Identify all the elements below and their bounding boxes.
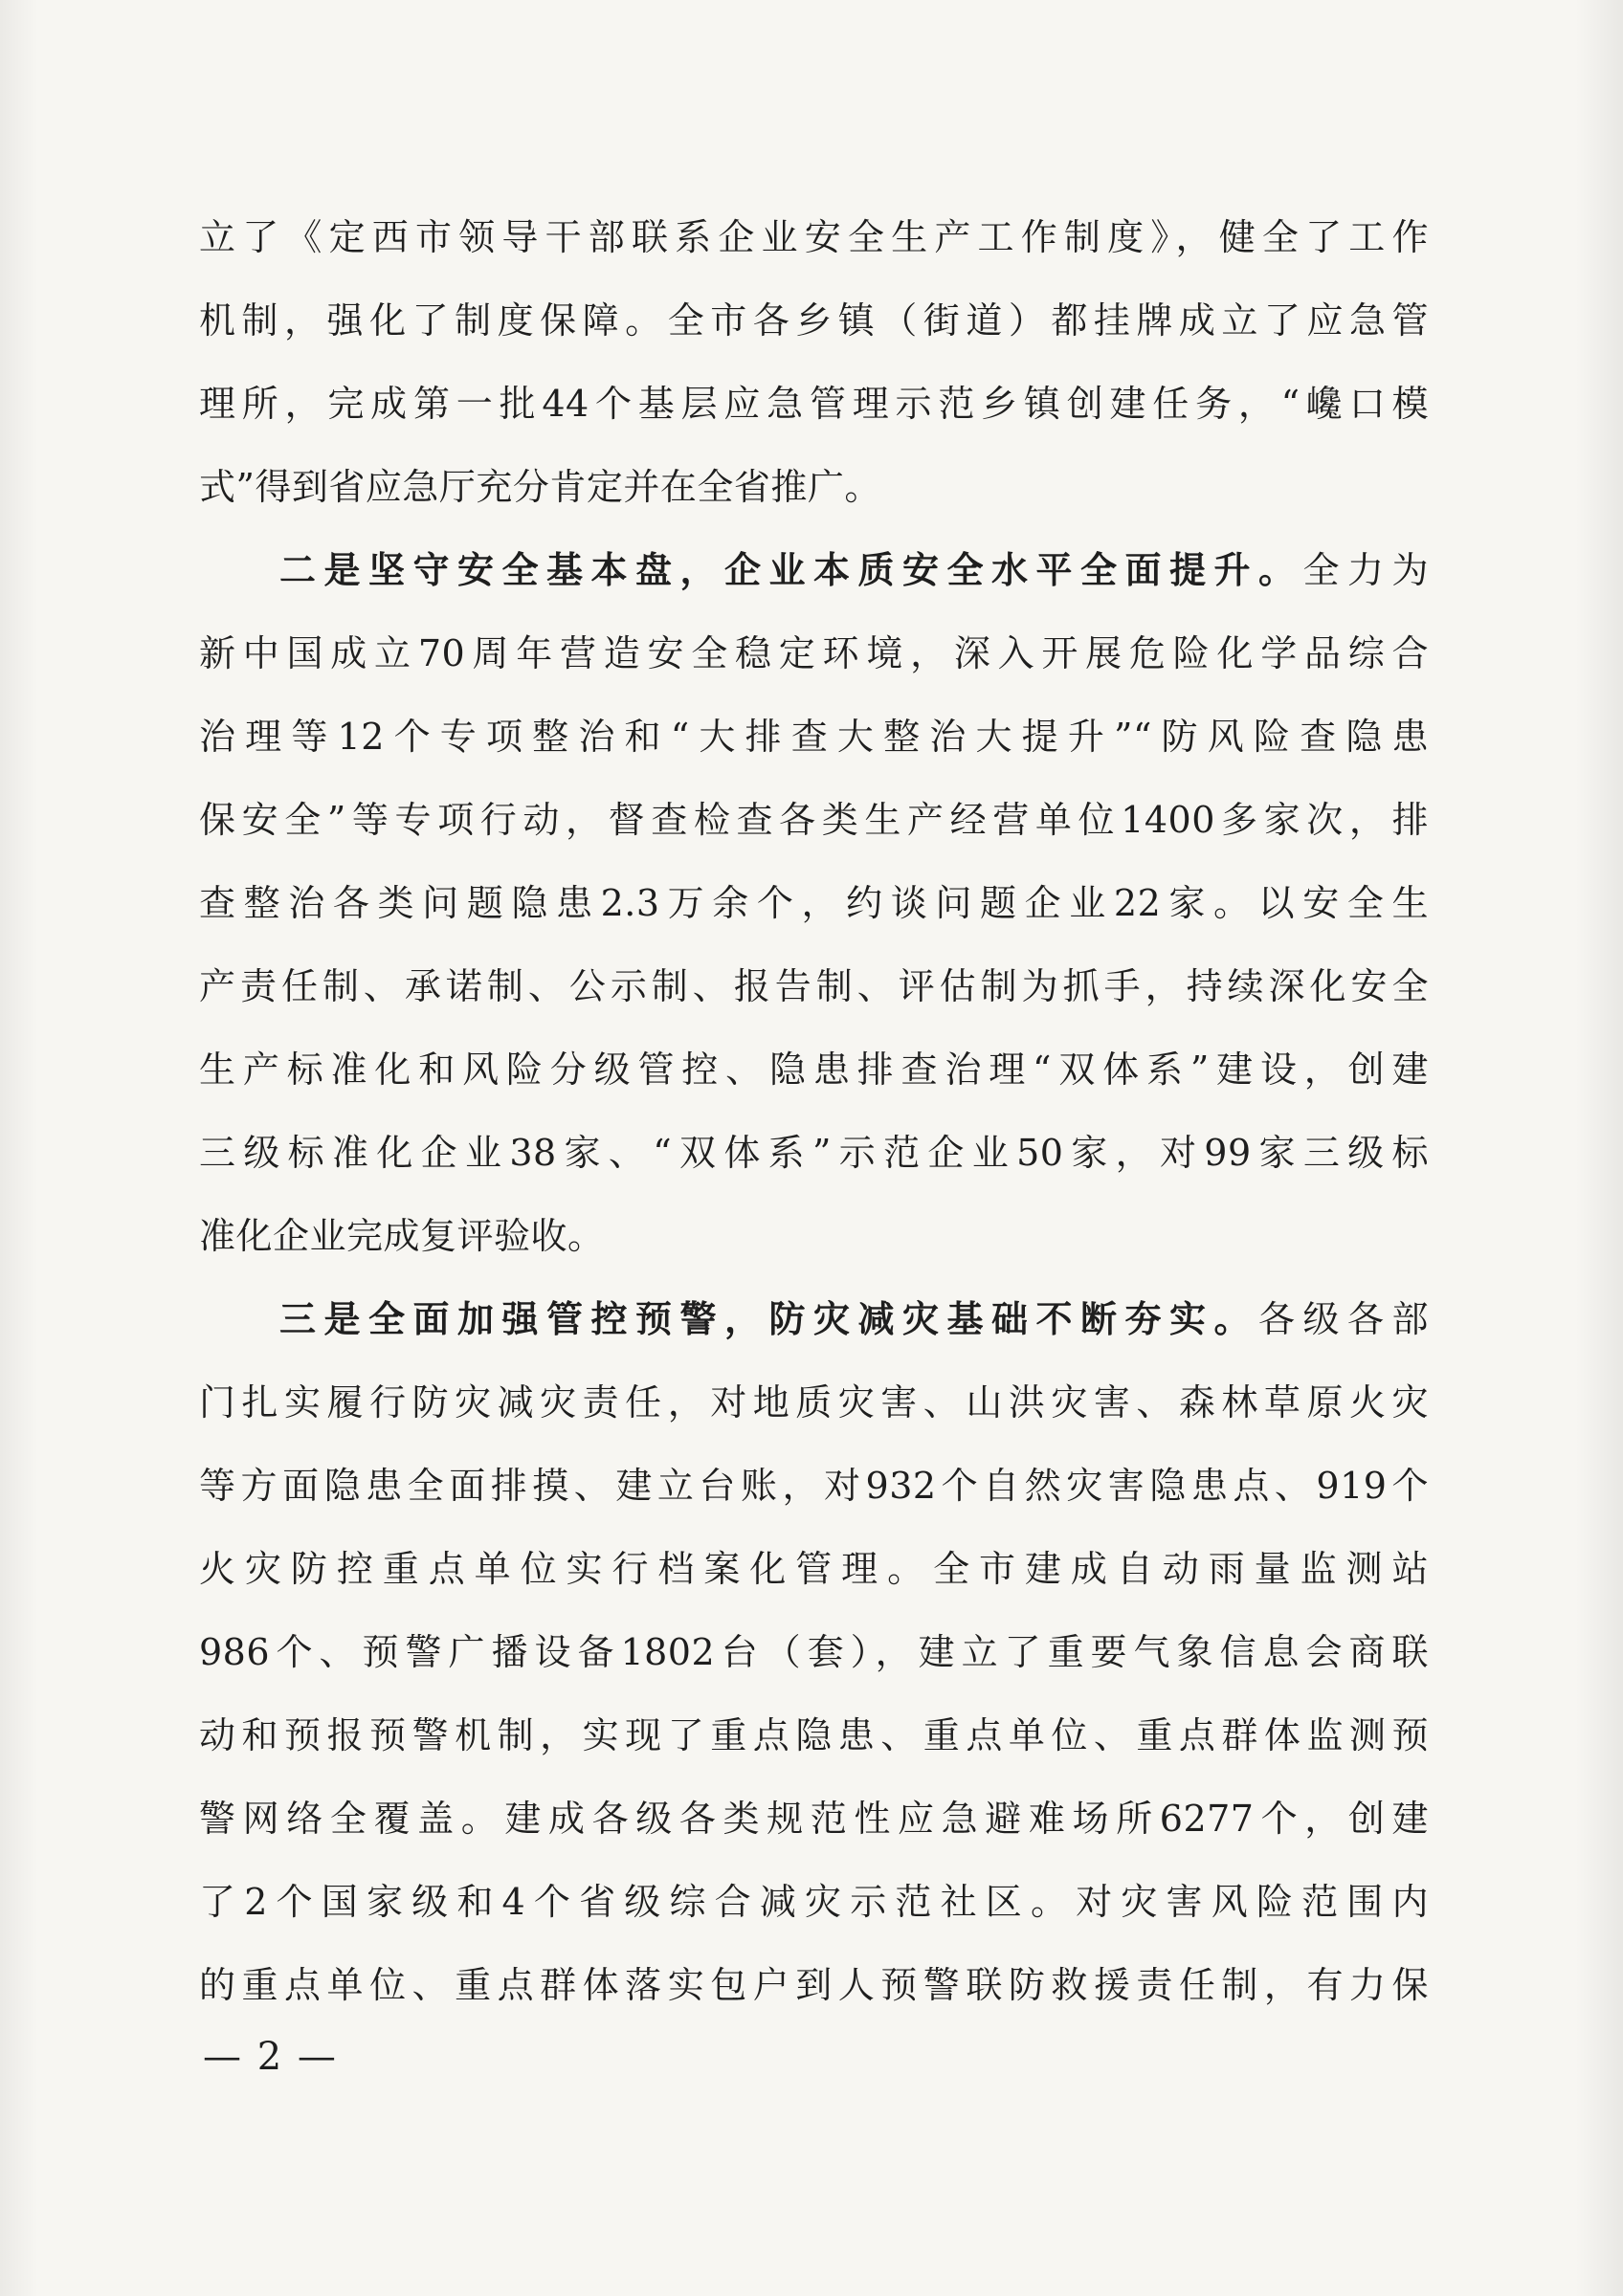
paragraph-1-line-2: 机制，强化了制度保障。全市各乡镇（街道）都挂牌成立了应急管	[199, 299, 1429, 342]
paragraph-3-line-7: 了2个国家级和4个省级综合减灾示范社区。对灾害风险范围内	[199, 1881, 1429, 1923]
paragraph-3-line-1: 门扎实履行防灾减灾责任，对地质灾害、山洪灾害、森林草原火灾	[199, 1381, 1429, 1424]
paragraph-3-line-3: 火灾防控重点单位实行档案化管理。全市建成自动雨量监测站	[199, 1548, 1429, 1590]
paragraph-3-lead-rest: 各级各部	[1257, 1298, 1429, 1340]
paragraph-3-line-4: 986个、预警广播设备1802台（套），建立了重要气象信息会商联	[199, 1631, 1429, 1673]
paragraph-2-lead: 二是坚守安全基本盘，企业本质安全水平全面提升。	[279, 548, 1303, 591]
paragraph-2-line-8: 准化企业完成复评验收。	[199, 1215, 605, 1257]
paragraph-2-line-6: 生产标准化和风险分级管控、隐患排查治理“双体系”建设，创建	[199, 1049, 1429, 1091]
paragraph-2-line-5: 产责任制、承诺制、公示制、报告制、评估制为抓手，持续深化安全	[199, 965, 1429, 1007]
page-number: — 2 —	[203, 2035, 338, 2079]
paragraph-3-first-line	[279, 1295, 1429, 1343]
paragraph-3-line-8: 的重点单位、重点群体落实包户到人预警联防救援责任制，有力保	[199, 1964, 1429, 2006]
paragraph-3-line-6: 警网络全覆盖。建成各级各类规范性应急避难场所6277个，创建	[199, 1798, 1429, 1840]
paragraph-2-line-2: 治理等12个专项整治和“大排查大整治大提升”“防风险查隐患	[199, 716, 1429, 758]
paragraph-2-line-3: 保安全”等专项行动，督查检查各类生产经营单位1400多家次，排	[199, 799, 1429, 841]
paragraph-2-lead-rest: 全力为	[1302, 549, 1429, 591]
paragraph-2-line-4: 查整治各类问题隐患2.3万余个，约谈问题企业22家。以安全生	[199, 882, 1429, 924]
paragraph-1-line-3: 理所，完成第一批44个基层应急管理示范乡镇创建任务，“巉口模	[199, 383, 1429, 425]
paragraph-2-line-1: 新中国成立70周年营造安全稳定环境，深入开展危险化学品综合	[199, 632, 1429, 674]
paragraph-3-lead: 三是全面加强管控预警，防灾减灾基础不断夯实。	[279, 1297, 1258, 1340]
paragraph-2-first-line	[279, 546, 1429, 594]
paragraph-3-line-2: 等方面隐患全面排摸、建立台账，对932个自然灾害隐患点、919个	[199, 1465, 1429, 1507]
paragraph-1-line-4: 式”得到省应急厅充分肯定并在全省推广。	[199, 466, 881, 508]
paragraph-2-line-7: 三级标准化企业38家、“双体系”示范企业50家，对99家三级标	[199, 1132, 1429, 1174]
paragraph-1-line-1: 立了《定西市领导干部联系企业安全生产工作制度》，健全了工作	[199, 216, 1429, 258]
paragraph-3-line-5: 动和预报预警机制，实现了重点隐患、重点单位、重点群体监测预	[199, 1714, 1429, 1756]
